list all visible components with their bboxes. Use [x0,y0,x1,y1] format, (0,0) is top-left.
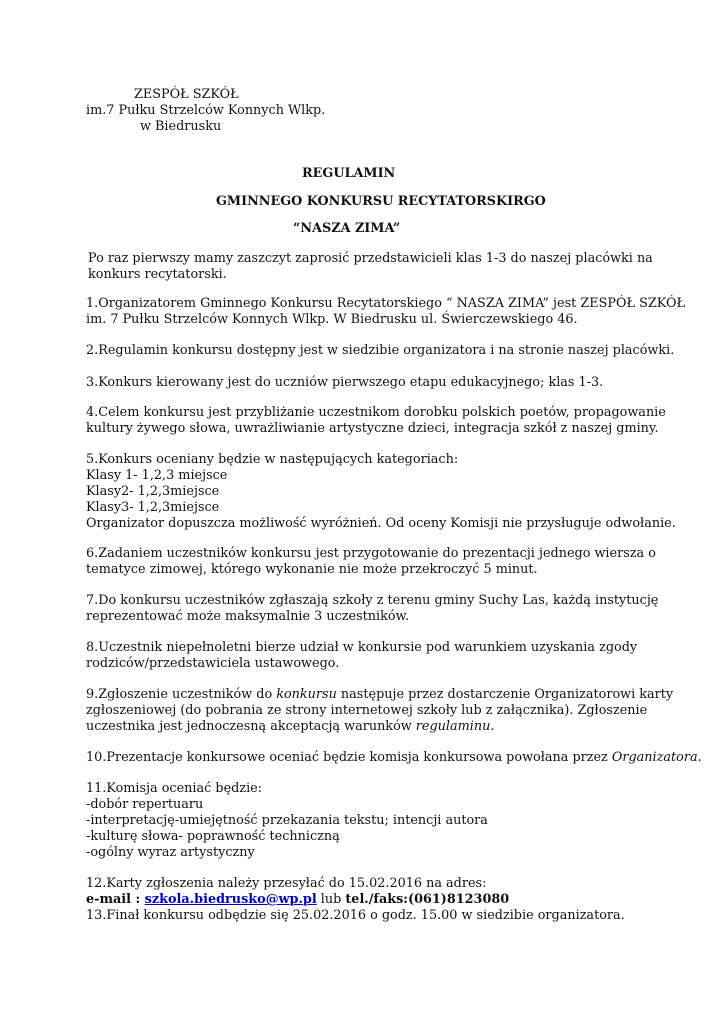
paragraph-11-line-1: 11.Komisja oceniać będzie: [86,781,263,796]
paragraph-5-line-1: 5.Konkurs oceniany będzie w następujących kategoriach: [86,452,459,467]
paragraph-12 [86,876,625,924]
school-patron: im.7 Pułku Strzelców Konnych Wlkp. [86,103,326,118]
paragraph-13: 13.Finał konkursu odbędzie się 25.02.2016 o godz. 15.00 w siedzibie organizatora. [86,908,625,923]
paragraph-8-line-2: rodziców/przedstawiciela ustawowego. [86,656,340,671]
category-class-2: Klasy2- 1,2,3miejsce [86,484,220,499]
email-link[interactable]: szkola.biedrusko@wp.pl [144,892,317,907]
paragraph-12-line-1: 12.Karty zgłoszenia należy przesyłać do 15.02.2016 na adres: [86,876,487,891]
paragraph-6 [86,546,656,578]
paragraph-8-line-1: 8.Uczestnik niepełnoletni bierze udział w konkursie pod warunkiem uzyskania zgody [86,640,638,655]
email-label: e-mail : [86,892,145,907]
paragraph-1 [86,296,685,328]
paragraph-11 [86,781,488,861]
paragraph-3: 3.Konkurs kierowany jest do uczniów pierwszego etapu edukacyjnego; klas 1-3. [86,375,604,390]
paragraph-1-line-1: 1.Organizatorem Gminnego Konkursu Recytatorskiego “ NASZA ZIMA” jest ZESPÓŁ SZKÓŁ [86,296,686,311]
paragraph-6-line-2: tematyce zimowej, którego wykonanie nie może przekroczyć 5 minut. [86,562,538,577]
paragraph-7-line-2: reprezentować może maksymalnie 3 uczestników. [86,609,410,624]
paragraph-9-line-3 [86,719,673,735]
paragraph-9-text-a: 9.Zgłoszenie uczestników do [86,687,277,702]
paragraph-5-line-5: Organizator dopuszcza możliwość wyróżnień. Od oceny Komisji nie przysługuje odwołanie. [86,516,676,531]
paragraph-9 [86,687,673,735]
intro-line-2: konkurs recytatorski. [88,267,227,282]
paragraph-9-line-2: zgłoszeniowej (do pobrania ze strony internetowej szkoły lub z załącznika). Zgłoszenie [86,703,648,718]
school-location: w Biedrusku [140,119,222,134]
school-name: ZESPÓŁ SZKÓŁ [134,87,239,102]
paragraph-10 [86,750,702,766]
phone-fax: tel./faks:(061)8123080 [345,892,510,907]
paragraph-9-italic-konkursu: konkursu [276,687,337,702]
doc-title: REGULAMIN [302,166,396,181]
criterion-overall: -ogólny wyraz artystyczny [86,845,255,860]
intro-paragraph [88,251,653,283]
paragraph-4 [86,405,666,437]
contact-or: lub [316,892,346,907]
criterion-speech-culture: -kulturę słowa- poprawność techniczną [86,829,340,844]
paragraph-4-line-2: kultury żywego słowa, uwrażliwianie artystyczne dzieci, integracja szkół z naszej gminy. [86,421,659,436]
intro-line-1: Po raz pierwszy mamy zaszczyt zaprosić przedstawicieli klas 1-3 do naszej placówki na [88,251,653,266]
paragraph-6-line-1: 6.Zadaniem uczestników konkursu jest przygotowanie do prezentacji jednego wiersza o [86,546,656,561]
category-class-1: Klasy 1- 1,2,3 miejsce [86,468,228,483]
paragraph-9-italic-regulaminu: regulaminu. [415,719,495,734]
contact-line [86,892,625,908]
paragraph-9-text-c: następuje przez dostarczenie Organizatorowi karty [336,687,674,702]
contest-name: “NASZA ZIMA” [293,221,401,236]
paragraph-9-text-l3: uczestnika jest jednoczesną akceptacją warunków [86,719,416,734]
paragraph-7 [86,593,658,625]
paragraph-8 [86,640,637,672]
paragraph-4-line-1: 4.Celem konkursu jest przybliżanie uczestnikom dorobku polskich poetów, propagowanie [86,405,666,420]
paragraph-10-italic-organizatora: Organizatora. [611,750,702,765]
paragraph-10-text: 10.Prezentacje konkursowe oceniać będzie komisja konkursowa powołana przez [86,750,612,765]
paragraph-1-line-2: im. 7 Pułku Strzelców Konnych Wlkp. W Biedrusku ul. Świerczewskiego 46. [86,312,578,327]
doc-subtitle: GMINNEGO KONKURSU RECYTATORSKIRGO [216,194,546,209]
paragraph-2: 2.Regulamin konkursu dostępny jest w siedzibie organizatora i na stronie naszej placówki. [86,343,675,358]
paragraph-7-line-1: 7.Do konkursu uczestników zgłaszają szkoły z terenu gminy Suchy Las, każdą instytucję [86,593,659,608]
criterion-repertoire: -dobór repertuaru [86,797,204,812]
category-class-3: Klasy3- 1,2,3miejsce [86,500,220,515]
paragraph-5 [86,452,676,532]
paragraph-9-line-1 [86,687,673,703]
criterion-interpretation: -interpretację-umiejętność przekazania tekstu; intencji autora [86,813,488,828]
